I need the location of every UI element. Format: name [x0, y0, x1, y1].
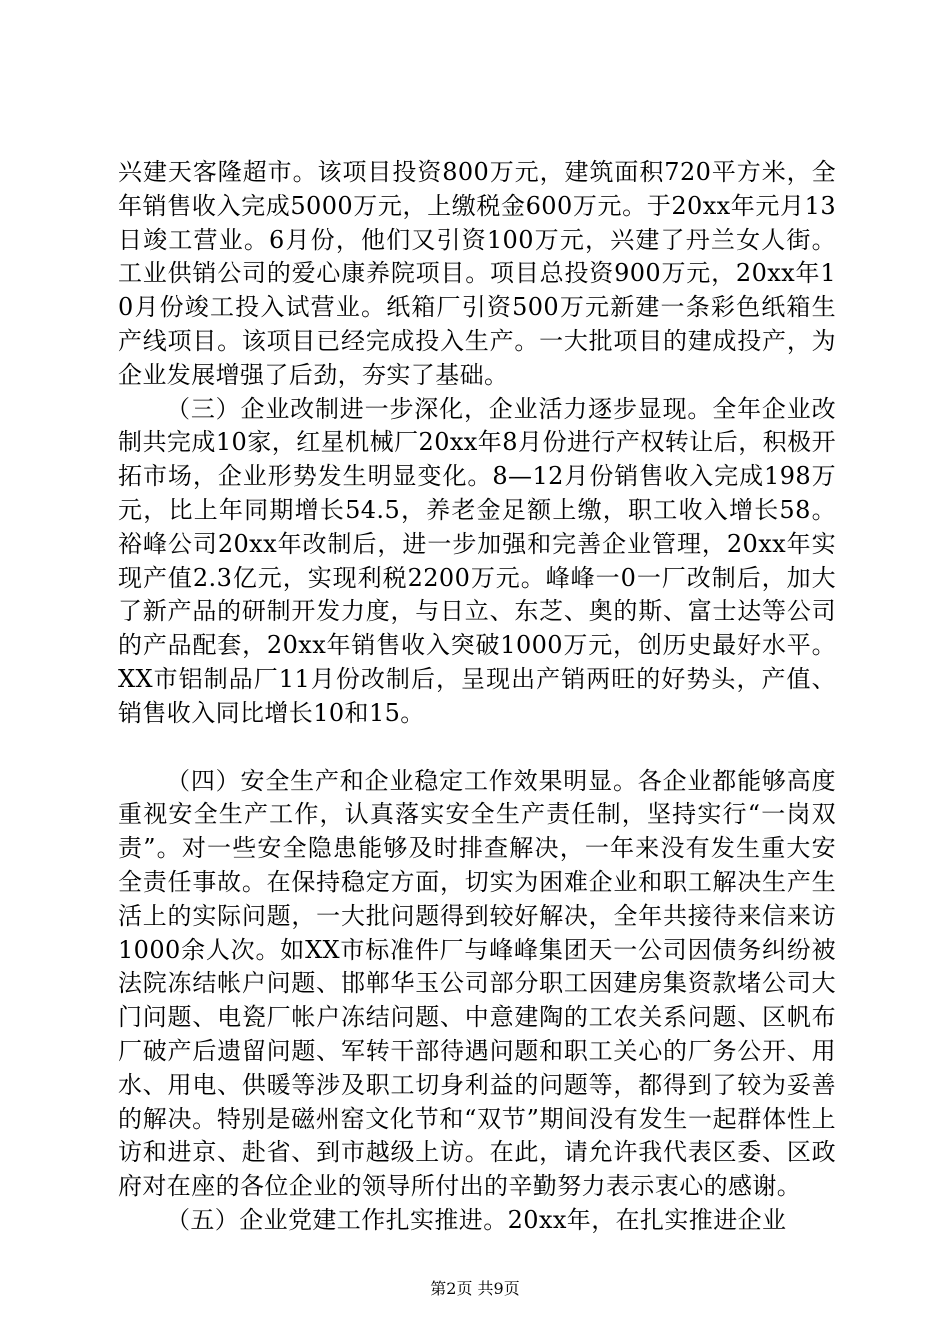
paragraph-section-five: （五）企业党建工作扎实推进。20xx年，在扎实推进企业: [166, 1205, 787, 1234]
paragraph-continuation: 兴建天客隆超市。该项目投资800万元，建筑面积720平方米，全年销售收入完成5000万元，上缴税金600万元。于20xx年元月13日竣工营业。6月份，他们又引资100万元，兴建了丹兰女人街。工业供销公司的爱心康养院项目。项目总投资900万元，20xx年10月份竣工投入试营业。纸箱厂引资500万元新建一条彩色纸箱生产线项目。该项目已经完成投入生产。一大批项目的建成投产，为企业发展增强了后劲，夯实了基础。: [118, 158, 836, 389]
page-footer: 第2页 共9页: [430, 1279, 520, 1298]
paragraph-section-three: （三）企业改制进一步深化，企业活力逐步显现。全年企业改制共完成10家，红星机械厂20xx年8月份进行产权转让后，积极开拓市场，企业形势发生明显变化。8—12月份销售收入完成198万元，比上年同期增长54.5，养老金足额上缴，职工收入增长58。裕峰公司20xx年改制后，进一步加强和完善企业管理，20xx年实现产值2.3亿元，实现利税2200万元。峰峰一0一厂改制后，加大了新产品的研制开发力度，与日立、东芝、奥的斯、富士达等公司的产品配套，20xx年销售收入突破1000万元，创历史最好水平。XX市铝制品厂11月份改制后，呈现出产销两旺的好势头，产值、销售收入同比增长10和15。: [118, 394, 836, 727]
paragraph-section-four: （四）安全生产和企业稳定工作效果明显。各企业都能够高度重视安全生产工作，认真落实安全生产责任制，坚持实行“一岗双责”。对一些安全隐患能够及时排查解决，一年来没有发生重大安全责任事故。在保持稳定方面，切实为困难企业和职工解决生产生活上的实际问题，一大批问题得到较好解决，全年共接待来信来访1000余人次。如XX市标准件厂与峰峰集团天一公司因债务纠纷被法院冻结帐户问题、邯郸华玉公司部分职工因建房集资款堵公司大门问题、电瓷厂帐户冻结问题、中意建陶的工农关系问题、区帆布厂破产后遗留问题、军转干部待遇问题和职工关心的厂务公开、用水、用电、供暖等涉及职工切身利益的问题等，都得到了较为妥善的解决。特别是磁州窑文化节和“双节”期间没有发生一起群体性上访和进京、赴省、到市越级上访。在此，请允许我代表区委、区政府对在座的各位企业的领导所付出的辛勤努力表示衷心的感谢。: [118, 766, 836, 1201]
document-body: [118, 156, 836, 1238]
